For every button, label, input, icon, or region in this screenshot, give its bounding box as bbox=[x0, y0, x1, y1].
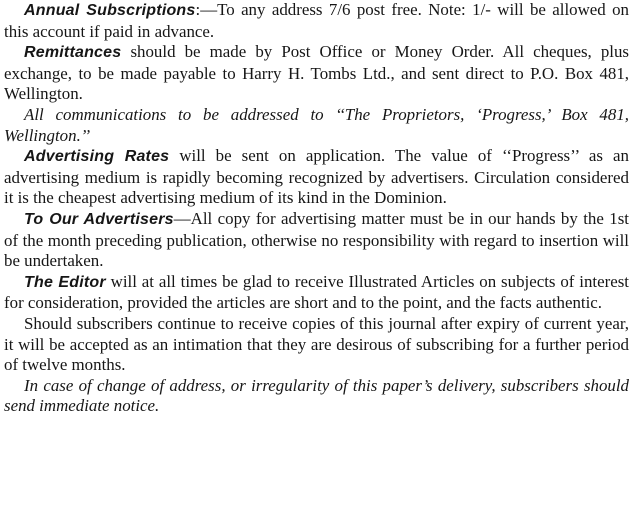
notice-text: will at all times be glad to receive Illustrated Articles on subjects of interest for consideration, provided the articles are short and to the point, and the facts authentic. bbox=[4, 271, 629, 313]
notice-text: will be sent on application. The value of ‘‘Progress’’ as an advertising medium is rapidly becoming recognized by advertisers. Circulation considered it is the cheapest advertising medium of its kind in the Dominion. bbox=[4, 146, 629, 208]
notice-communications bbox=[4, 105, 629, 146]
notice-change-of-address bbox=[4, 376, 629, 417]
notice-text: Should subscribers continue to receive copies of this journal after expiry of current year, it will be accepted as an intimation that they are desirous of subscribing for a further period of twelve months. bbox=[4, 313, 629, 375]
notice-renewal bbox=[4, 314, 629, 376]
notice-text: In case of change of address, or irregularity of this paper’s delivery, subscribers should send immediate notice. bbox=[4, 375, 629, 416]
notice-remittances bbox=[4, 42, 629, 105]
notice-lead: Annual Subscriptions bbox=[24, 2, 196, 19]
notice-lead: Advertising Rates bbox=[24, 148, 170, 166]
notice-lead: To Our Advertisers bbox=[24, 210, 174, 228]
notice-advertising-rates bbox=[4, 146, 629, 209]
notice-text: should be made by Post Office or Money Order. All cheques, plus exchange, to be made payable to Harry H. Tombs Ltd., and sent direct to P.O. Box 481, Wellington. bbox=[4, 42, 629, 104]
notice-the-editor bbox=[4, 272, 629, 314]
notice-text: —All copy for advertising matter must be in our hands by the 1st of the month preceding publication, otherwise no responsibility with regard to insertion will be undertaken. bbox=[4, 208, 629, 271]
notice-annual-subscriptions bbox=[4, 0, 629, 42]
notice-to-our-advertisers bbox=[4, 209, 629, 272]
notice-lead: The Editor bbox=[24, 273, 106, 291]
notice-text: All communications to be addressed to ‘‘The Proprietors, ‘Progress,’ Box 481, Wellington.’’ bbox=[4, 104, 629, 145]
notice-lead: Remittances bbox=[24, 44, 122, 62]
notice-text: :—To any address 7/6 post free. Note: 1/- will be allowed on this account if paid in advance. bbox=[4, 0, 630, 41]
